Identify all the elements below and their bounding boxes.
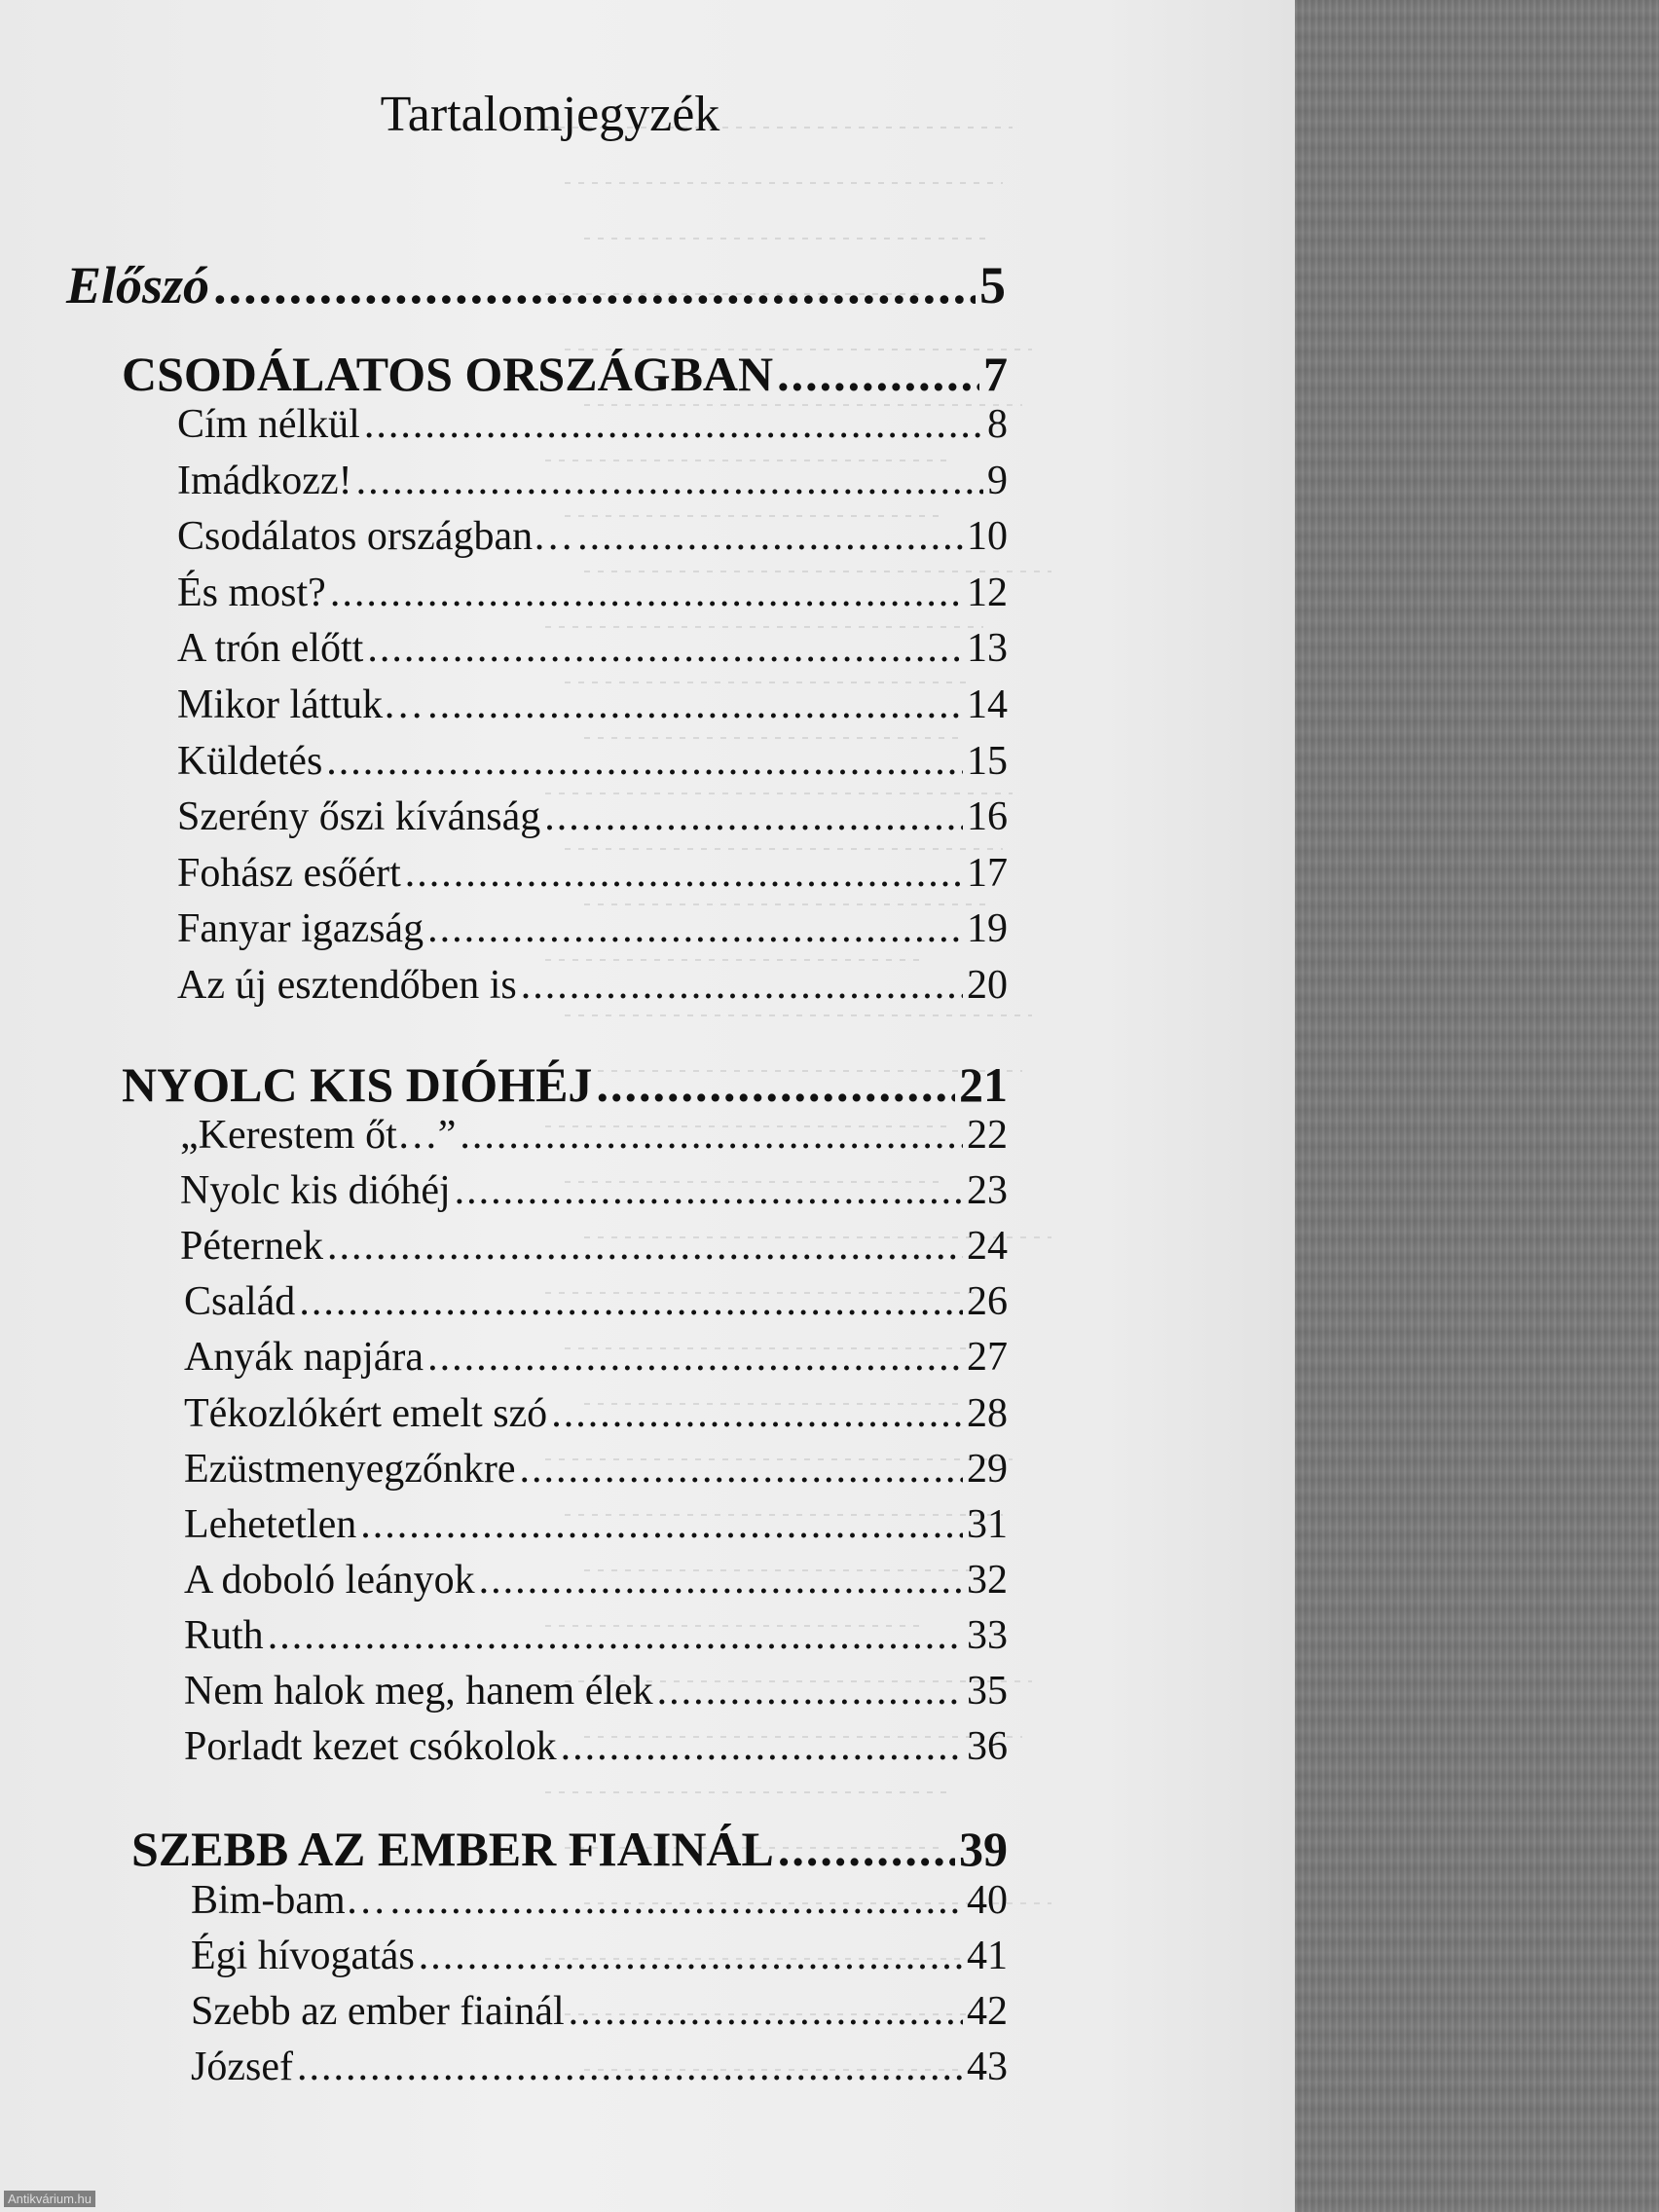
show-through-line [545, 959, 925, 961]
toc-entry [177, 962, 1008, 1013]
toc-entry-label: Égi hívogatás [191, 1934, 415, 1978]
toc-entry [191, 1988, 1008, 2039]
leader-dots [520, 1446, 963, 1493]
toc-entry [180, 1223, 1008, 1273]
toc-entry-label: Nyolc kis dióhéj [180, 1168, 451, 1214]
toc-entry-page: 23 [967, 1168, 1008, 1214]
toc-entry [177, 625, 1008, 676]
toc-entry-page: 29 [967, 1446, 1008, 1492]
leader-dots [299, 1278, 963, 1325]
toc-entry-label: Ruth [184, 1612, 264, 1658]
leader-dots [427, 905, 963, 952]
toc-entry-label: Küldetés [177, 738, 323, 784]
toc-entry-page: 26 [967, 1279, 1008, 1325]
leader-dots [778, 1821, 955, 1877]
leader-dots [390, 1877, 963, 1924]
leader-dots [455, 1167, 963, 1214]
toc-entry-page: 9 [987, 458, 1008, 503]
toc-entry-page: 10 [967, 514, 1008, 560]
leader-dots [419, 1933, 963, 1979]
toc-entry-page: 36 [967, 1724, 1008, 1770]
toc-entry-page: 16 [967, 794, 1008, 840]
leader-dots [479, 1557, 963, 1604]
toc-entry-page: 22 [967, 1113, 1008, 1158]
leader-dots [577, 513, 963, 560]
toc-entry [184, 1612, 1008, 1663]
toc-entry-page: 32 [967, 1557, 1008, 1603]
toc-entry-page: 43 [967, 2045, 1008, 2089]
leader-dots [551, 1390, 963, 1437]
toc-entry [177, 682, 1008, 732]
toc-entry-label: Bim-bam… [191, 1878, 387, 1923]
show-through-line [565, 182, 1003, 184]
leader-dots [777, 346, 979, 402]
toc-section-title: CSODÁLATOS ORSZÁGBAN [122, 347, 774, 401]
toc-entry [177, 905, 1008, 956]
toc-entry-page: 13 [967, 626, 1008, 672]
leader-dots [460, 1112, 963, 1159]
leader-dots [596, 1056, 955, 1113]
toc-entry-label: Fanyar igazság [177, 906, 424, 952]
toc-entry-label: Porladt kezet csókolok [184, 1724, 557, 1770]
toc-entry-page: 8 [987, 402, 1008, 447]
leader-dots [356, 458, 983, 504]
toc-entry-label: Előszó [66, 256, 210, 314]
page-title: Tartalomjegyzék [380, 87, 720, 142]
watermark: Antikvárium.hu [4, 2191, 95, 2207]
toc-section-2 [122, 1056, 1008, 1117]
toc-entry-page: 5 [979, 256, 1006, 314]
toc-entry-label: Nem halok meg, hanem élek [184, 1669, 653, 1714]
toc-entry [184, 1723, 1008, 1774]
toc-entry-label: József [191, 2045, 293, 2089]
toc-entry-label: Tékozlókért emelt szó [184, 1390, 548, 1436]
toc-section-page: 39 [959, 1822, 1008, 1876]
toc-entry-page: 42 [967, 1989, 1008, 2034]
toc-entry-label: Lehetetlen [184, 1501, 357, 1547]
leader-dots [213, 255, 976, 315]
leader-dots [364, 401, 983, 448]
toc-entry [191, 1877, 1008, 1928]
toc-entry [184, 1390, 1008, 1441]
leader-dots [367, 625, 963, 672]
toc-entry-label: Fohász esőért [177, 850, 401, 896]
toc-section-1 [122, 346, 1008, 406]
leader-dots [427, 1334, 963, 1381]
toc-entry [184, 1668, 1008, 1718]
toc-entry [177, 850, 1008, 901]
toc-entry [191, 2044, 1008, 2094]
toc-entry-label: Imádkozz! [177, 458, 352, 503]
toc-entry-label: Mikor láttuk… [177, 682, 424, 727]
toc-entry-label: Anyák napjára [184, 1335, 424, 1381]
toc-entry [177, 793, 1008, 844]
show-through-line [584, 238, 993, 240]
toc-entry [177, 458, 1008, 508]
toc-entry-label: És most? [177, 570, 326, 615]
leader-dots [405, 850, 963, 897]
leader-dots [561, 1723, 963, 1770]
toc-entry-page: 27 [967, 1335, 1008, 1381]
toc-entry-label: Szebb az ember fiainál [191, 1989, 565, 2034]
show-through-line [545, 1791, 954, 1793]
toc-section-3 [131, 1821, 1008, 1881]
toc-entry-page: 40 [967, 1878, 1008, 1923]
toc-entry-label: A doboló leányok [184, 1557, 475, 1603]
toc-entry-page: 31 [967, 1501, 1008, 1547]
leader-dots [327, 1223, 963, 1270]
leader-dots [268, 1612, 963, 1659]
leader-dots [657, 1668, 963, 1714]
leader-dots [360, 1501, 963, 1548]
toc-entry-page: 35 [967, 1669, 1008, 1714]
toc-entry-page: 15 [967, 738, 1008, 784]
toc-entry [177, 570, 1008, 620]
toc-entry [177, 513, 1008, 564]
toc-entry-page: 19 [967, 906, 1008, 952]
toc-entry-label: Csodálatos országban… [177, 514, 574, 560]
toc-entry-label: A trón előtt [177, 626, 364, 672]
toc-entry-page: 24 [967, 1224, 1008, 1270]
toc-entry [180, 1167, 1008, 1218]
toc-section-title: NYOLC KIS DIÓHÉJ [122, 1057, 593, 1112]
toc-entry-label: „Kerestem őt…” [180, 1113, 457, 1158]
toc-entry-page: 41 [967, 1934, 1008, 1978]
toc-entry-page: 28 [967, 1390, 1008, 1436]
toc-entry-preface [66, 255, 1006, 317]
toc-entry-page: 33 [967, 1612, 1008, 1658]
toc-entry-page: 17 [967, 850, 1008, 896]
toc-section-title: SZEBB AZ EMBER FIAINÁL [131, 1822, 774, 1876]
background-surface [1295, 0, 1659, 2212]
toc-entry-label: Szerény őszi kívánság [177, 794, 541, 840]
toc-entry-label: Péternek [180, 1224, 323, 1270]
toc-entry [184, 1501, 1008, 1552]
leader-dots [427, 682, 963, 728]
toc-entry [184, 1557, 1008, 1607]
toc-entry [184, 1334, 1008, 1384]
toc-entry [180, 1112, 1008, 1162]
toc-entry [184, 1278, 1008, 1329]
leader-dots [544, 793, 963, 840]
toc-section-page: 7 [983, 347, 1008, 401]
toc-entry-label: Cím nélkül [177, 402, 360, 447]
toc-entry [184, 1446, 1008, 1496]
toc-section-page: 21 [959, 1057, 1008, 1112]
leader-dots [330, 570, 963, 616]
toc-entry [177, 738, 1008, 789]
leader-dots [569, 1988, 963, 2035]
toc-entry [191, 1933, 1008, 1983]
leader-dots [297, 2044, 963, 2090]
toc-entry-page: 14 [967, 682, 1008, 727]
toc-entry-label: Az új esztendőben is [177, 963, 517, 1008]
leader-dots [326, 738, 963, 785]
leader-dots [521, 962, 963, 1009]
toc-entry-page: 20 [967, 963, 1008, 1008]
toc-entry [177, 401, 1008, 452]
toc-entry-label: Család [184, 1279, 296, 1325]
toc-entry-page: 12 [967, 570, 1008, 615]
toc-entry-label: Ezüstmenyegzőnkre [184, 1446, 516, 1492]
show-through-line [565, 1014, 1032, 1016]
